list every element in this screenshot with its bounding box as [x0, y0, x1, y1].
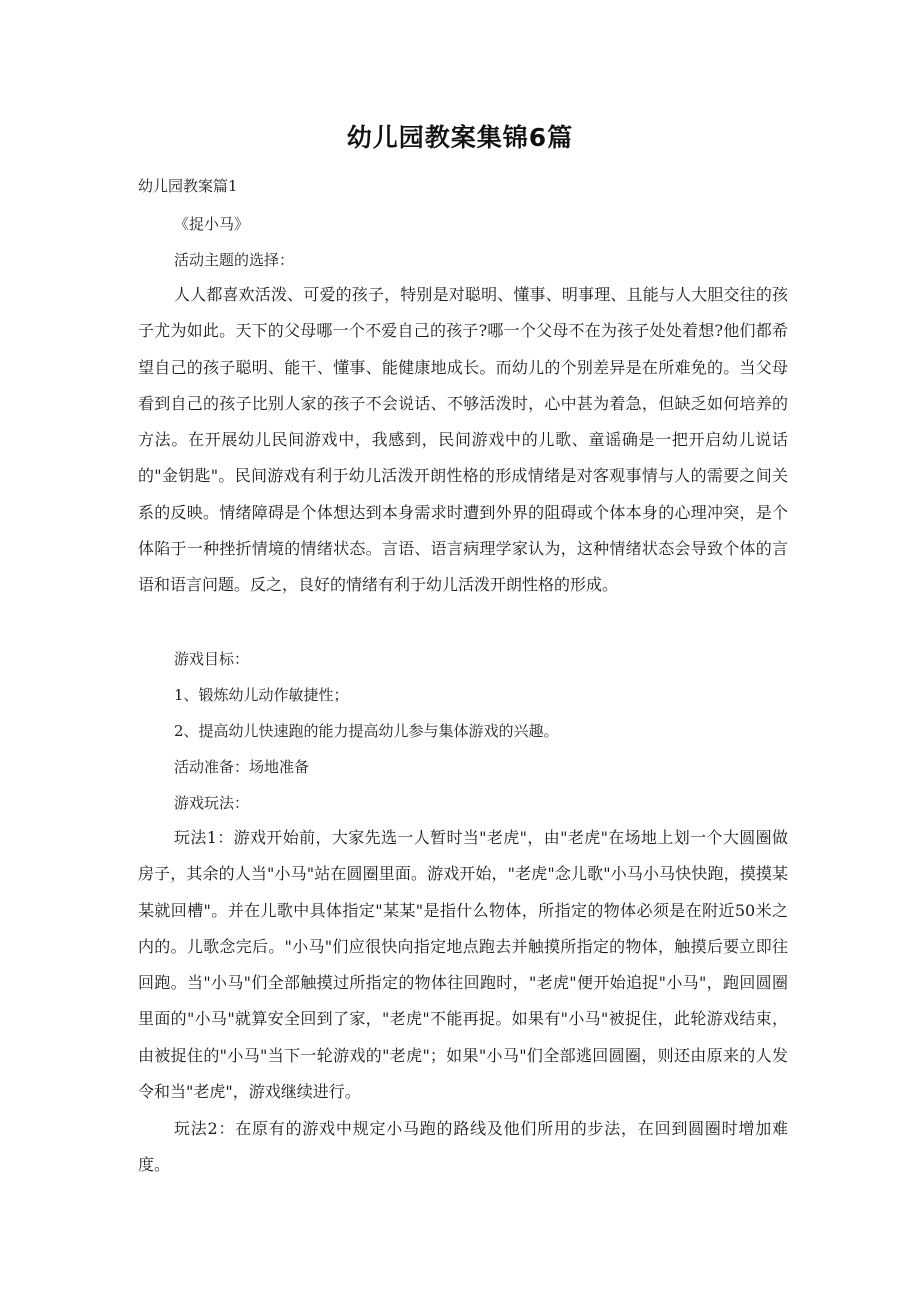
- play-method-1: 玩法1：游戏开始前，大家先选一人暂时当"老虎"，由"老虎"在场地上划一个大圆圈做房子，其余的人当"小马"站在圆圈里面。游戏开始，"老虎"念儿歌"小马小马快快跑，摸摸某某就回槽"。并在儿歌中具体指定"某某"是指什么物体，所指定的物体必须是在附近50米之内的。儿歌念完后。"小马"们应很快向指定地点跑去并触摸所指定的物体，触摸后要立即往回跑。当"小马"们全部触摸过所指定的物体往回跑时，"老虎"便开始追捉"小马"，跑回圆圈里面的"小马"就算安全回到了家，"老虎"不能再捉。如果有"小马"被捉住，此轮游戏结束，由被捉住的"小马"当下一轮游戏的"老虎"；如果"小马"们全部逃回圆圈，则还由原来的人发令和当"老虎"，游戏继续进行。: [138, 828, 788, 1102]
- goal-item-1: 1、锻炼幼儿动作敏捷性；: [174, 686, 349, 704]
- intro-paragraph: 人人都喜欢活泼、可爱的孩子，特别是对聪明、懂事、明事理、且能与人大胆交往的孩子尤为如此。天下的父母哪一个不爱自己的孩子?哪一个父母不在为孩子处处着想?他们都希望自己的孩子聪明、能干、懂事、能健康地成长。而幼儿的个别差异是在所难免的。当父母看到自己的孩子比别人家的孩子不会说话、不够活泼时，心中甚为着急，但缺乏如何培养的方法。在开展幼儿民间游戏中，我感到，民间游戏中的儿歌、童谣确是一把开启幼儿说话的"金钥匙"。民间游戏有利于幼儿活泼开朗性格的形成情绪是对客观事情与人的需要之间关系的反映。情绪障碍是个体想达到本身需求时遭到外界的阻碍或个体本身的心理冲突，是个体陷于一种挫折情境的情绪状态。言语、语言病理学家认为，这种情绪状态会导致个体的言语和语言问题。反之，良好的情绪有利于幼儿活泼开朗性格的形成。: [138, 285, 788, 595]
- section-heading: 幼儿园教案篇1: [138, 177, 238, 195]
- goal-item-2: 2、提高幼儿快速跑的能力提高幼儿参与集体游戏的兴趣。: [174, 722, 559, 740]
- lesson-subtitle: 《捉小马》: [174, 215, 250, 233]
- preparation-line: 活动准备：场地准备: [174, 758, 310, 776]
- document-title: 幼儿园教案集锦6篇: [346, 123, 574, 152]
- goals-label: 游戏目标：: [174, 650, 250, 668]
- topic-label: 活动主题的选择：: [174, 251, 295, 269]
- play-label: 游戏玩法：: [174, 794, 250, 812]
- play-method-2: 玩法2：在原有的游戏中规定小马跑的路线及他们所用的步法，在回到圆圈时增加难度。: [138, 1119, 788, 1175]
